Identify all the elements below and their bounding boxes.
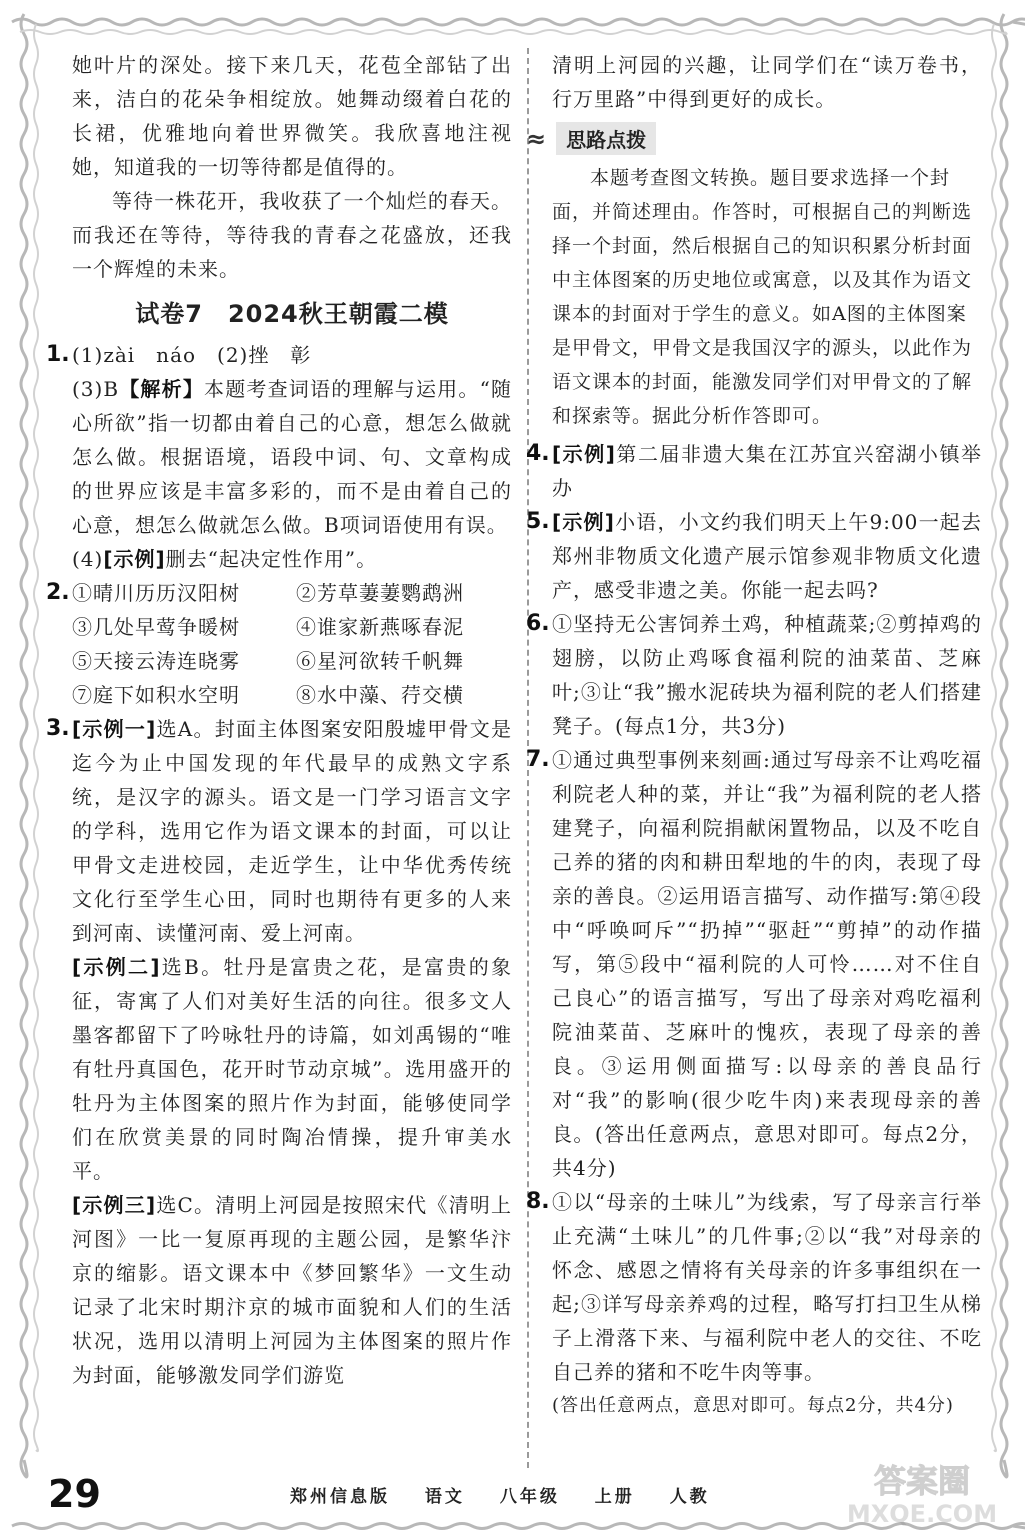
poem-line: ②芳草萋萋鹦鹉洲 — [296, 581, 464, 605]
tip-header — [526, 122, 982, 155]
question-6 — [526, 607, 982, 743]
tip-text: 本题考查图文转换。题目要求选择一个封面，并简述理由。作答时，可根据自己的判断选择一个封面，然后根据自己的知识积累分析封面中主体图案的历史地位或寓意，以及其作为语文课本的封面对于学生的意义。如A图的主体图案是甲骨文，甲骨文是我国汉字的源头，以此作为语文课本的封面，能激发同学们对甲骨文的了解和探索等。据此分析作答即可。 — [552, 167, 973, 427]
left-column — [46, 48, 513, 1392]
tip-label: 思路点拨 — [556, 122, 656, 155]
q7-text: ①通过典型事例来刻画:通过写母亲不让鸡吃福利院老人种的菜，并让“我”为福利院的老人搭建凳子，向福利院捐献闲置物品，以及不吃自己养的猪的肉和耕田犁地的牛的肉，表现了母亲的善良。②运用语言描写、动作描写:第④段中“呼唤呵斥”“扔掉”“驱赶”“剪掉”的动作描写，第⑤段中“福利院的人可怜……对不住自己良心”的语言描写，写出了母亲对鸡吃福利院油菜苗、芝麻叶的愧疚，表现了母亲的善良。③运用侧面描写:以母亲的善良品行对“我”的影响(很少吃牛肉)来表现母亲的善良。(答出任意两点，意思对即可。每点2分，共4分) — [552, 748, 982, 1180]
question-5 — [526, 505, 982, 607]
question-2 — [46, 576, 512, 712]
poem-line: ①晴川历历汉阳树 — [72, 581, 240, 605]
q1-part3-text: 本题考查词语的理解与运用。“随心所欲”指一切都由着自己的心意，想怎么做就怎么做。根据语境，语段中词、句、文章构成的世界应该是丰富多彩的，而不是由着自己的心意，想怎么做就怎么做。B项词语使用有误。 — [72, 377, 512, 537]
question-number: 8. — [526, 1189, 550, 1214]
question-7 — [526, 743, 982, 1185]
subject-label: 语文 — [424, 1487, 465, 1507]
site-watermark — [832, 1458, 1012, 1530]
example-tag: [示例二] — [72, 955, 161, 979]
question-number: 5. — [526, 509, 550, 534]
wave-lines-icon: ≈ — [526, 124, 547, 153]
question-number: 3. — [46, 716, 70, 741]
example-tag: [示例] — [552, 510, 615, 534]
grade-label: 八年级 — [499, 1487, 560, 1507]
q1-part4-text: 删去“起决定性作用”。 — [165, 547, 378, 571]
poem-line: ⑤天接云涛连晓雾 — [72, 649, 240, 673]
question-number: 1. — [46, 342, 70, 367]
q3-example-2-text: 选B。牡丹是富贵之花，是富贵的象征，寄寓了人们对美好生活的向往。很多文人墨客都留下了吟咏牡丹的诗篇，如刘禹锡的“唯有牡丹真国色，花开时节动京城”。选用盛开的牡丹为主体图案的照片作为封面，能够使同学们在欣赏美景的同时陶冶情操，提升审美水平。 — [72, 955, 512, 1183]
q6-text: ①坚持无公害饲养土鸡，种植蔬菜;②剪掉鸡的翅膀，以防止鸡啄食福利院的油菜苗、芝麻叶;③让“我”搬水泥砖块为福利院的老人们搭建凳子。(每点1分，共3分) — [552, 612, 982, 738]
q3-example-3 — [72, 1188, 512, 1392]
poem-line: ④谁家新燕啄春泥 — [296, 615, 464, 639]
watermark-line-1: 答案圈 — [873, 1462, 971, 1500]
q1-part4 — [72, 542, 512, 576]
volume-label: 上册 — [594, 1487, 635, 1507]
q1-part4-label: (4) — [72, 547, 104, 571]
q3-example-3-text: 选C。清明上河园是按照宋代《清明上河图》一比一复原再现的主题公园，是繁华汴京的缩影。语文课本中《梦回繁华》一文生动记录了北宋时期汴京的城市面貌和人们的生活状况，选用以清明上河园为主体图案的照片作为封面，能够激发同学们游览 — [72, 1193, 512, 1387]
question-number: 4. — [526, 441, 550, 466]
poem-line: ⑥星河欲转千帆舞 — [296, 649, 464, 673]
q3-example-1-text: 选A。封面主体图案安阳殷墟甲骨文是迄今为止中国发现的年代最早的成熟文字系统，是汉字的源头。语文是一门学习语言文字的学科，选用它作为语文课本的封面，可以让甲骨文走进校园，走近学生，让中华优秀传统文化行至学生心田，同时也期待有更多的人来到河南、读懂河南、爱上河南。 — [72, 717, 513, 945]
q1-part3-label: (3)B — [72, 377, 120, 401]
question-number: 6. — [526, 611, 550, 636]
q1-part3 — [72, 372, 512, 542]
q4-answer — [552, 437, 982, 505]
essay-paragraph-2: 等待一株花开，我收获了一个灿烂的春天。而我还在等待，等待我的青春之花盛放，还我一个辉煌的未来。 — [72, 189, 512, 281]
page-number: 29 — [48, 1472, 101, 1516]
q8-scoring-note: (答出任意两点，意思对即可。每点2分，共4分) — [552, 1395, 954, 1416]
q8-text: ①以“母亲的土味儿”为线索，写了母亲言行举止充满“土味儿”的几件事;②以“我”对母亲的怀念、感恩之情将有关母亲的许多事组织在一起;③详写母亲养鸡的过程，略写打扫卫生从梯子上滑落下来、与福利院中老人的交往、不吃自己养的猪和不吃牛肉等事。 — [552, 1190, 982, 1384]
question-number: 2. — [46, 580, 70, 605]
q3-example-1 — [72, 712, 512, 950]
edition-label: 郑州信息版 — [290, 1487, 390, 1507]
q1-part1-2: (1)zài náo (2)挫 彰 — [72, 343, 312, 367]
essay-paragraph-1: 她叶片的深处。接下来几天，花苞全部钻了出来，洁白的花朵争相绽放。她舞动缀着白花的长裙，优雅地向着世界微笑。我欣喜地注视她，知道我的一切等待都是值得的。 — [72, 53, 512, 179]
q3-example-2 — [72, 950, 512, 1188]
poem-line: ⑦庭下如积水空明 — [72, 683, 240, 707]
question-number: 7. — [526, 747, 550, 772]
question-4 — [526, 437, 983, 505]
q5-text: 小语，小文约我们明天上午9:00一起去郑州非物质文化遗产展示馆参观非物质文化遗产，感受非遗之美。你能一起去吗? — [552, 510, 982, 602]
example-tag: [示例] — [103, 547, 166, 571]
right-column — [526, 48, 983, 1423]
watermark-line-2: MXQE.COM — [846, 1500, 998, 1528]
q3-continuation: 清明上河园的兴趣，让同学们在“读万卷书，行万里路”中得到更好的成长。 — [552, 53, 982, 111]
example-tag: [示例三] — [72, 1193, 157, 1217]
q5-answer — [552, 505, 982, 607]
q4-text: 第二届非遗大集在江苏宜兴窑湖小镇举办 — [552, 442, 983, 500]
example-tag: [示例一] — [72, 717, 157, 741]
poem-lines — [72, 576, 512, 712]
question-3 — [46, 712, 513, 1392]
analysis-tag: 【解析】 — [119, 377, 205, 401]
poem-line: ③几处早莺争暖树 — [72, 615, 240, 639]
publisher-label: 人教 — [669, 1487, 710, 1507]
section-title: 试卷7 2024秋王朝霞二模 — [135, 300, 449, 328]
poem-line: ⑧水中藻、荇交横 — [296, 683, 464, 707]
example-tag: [示例] — [552, 442, 616, 466]
book-info — [290, 1482, 736, 1507]
question-1 — [46, 338, 512, 576]
question-8 — [526, 1185, 982, 1423]
